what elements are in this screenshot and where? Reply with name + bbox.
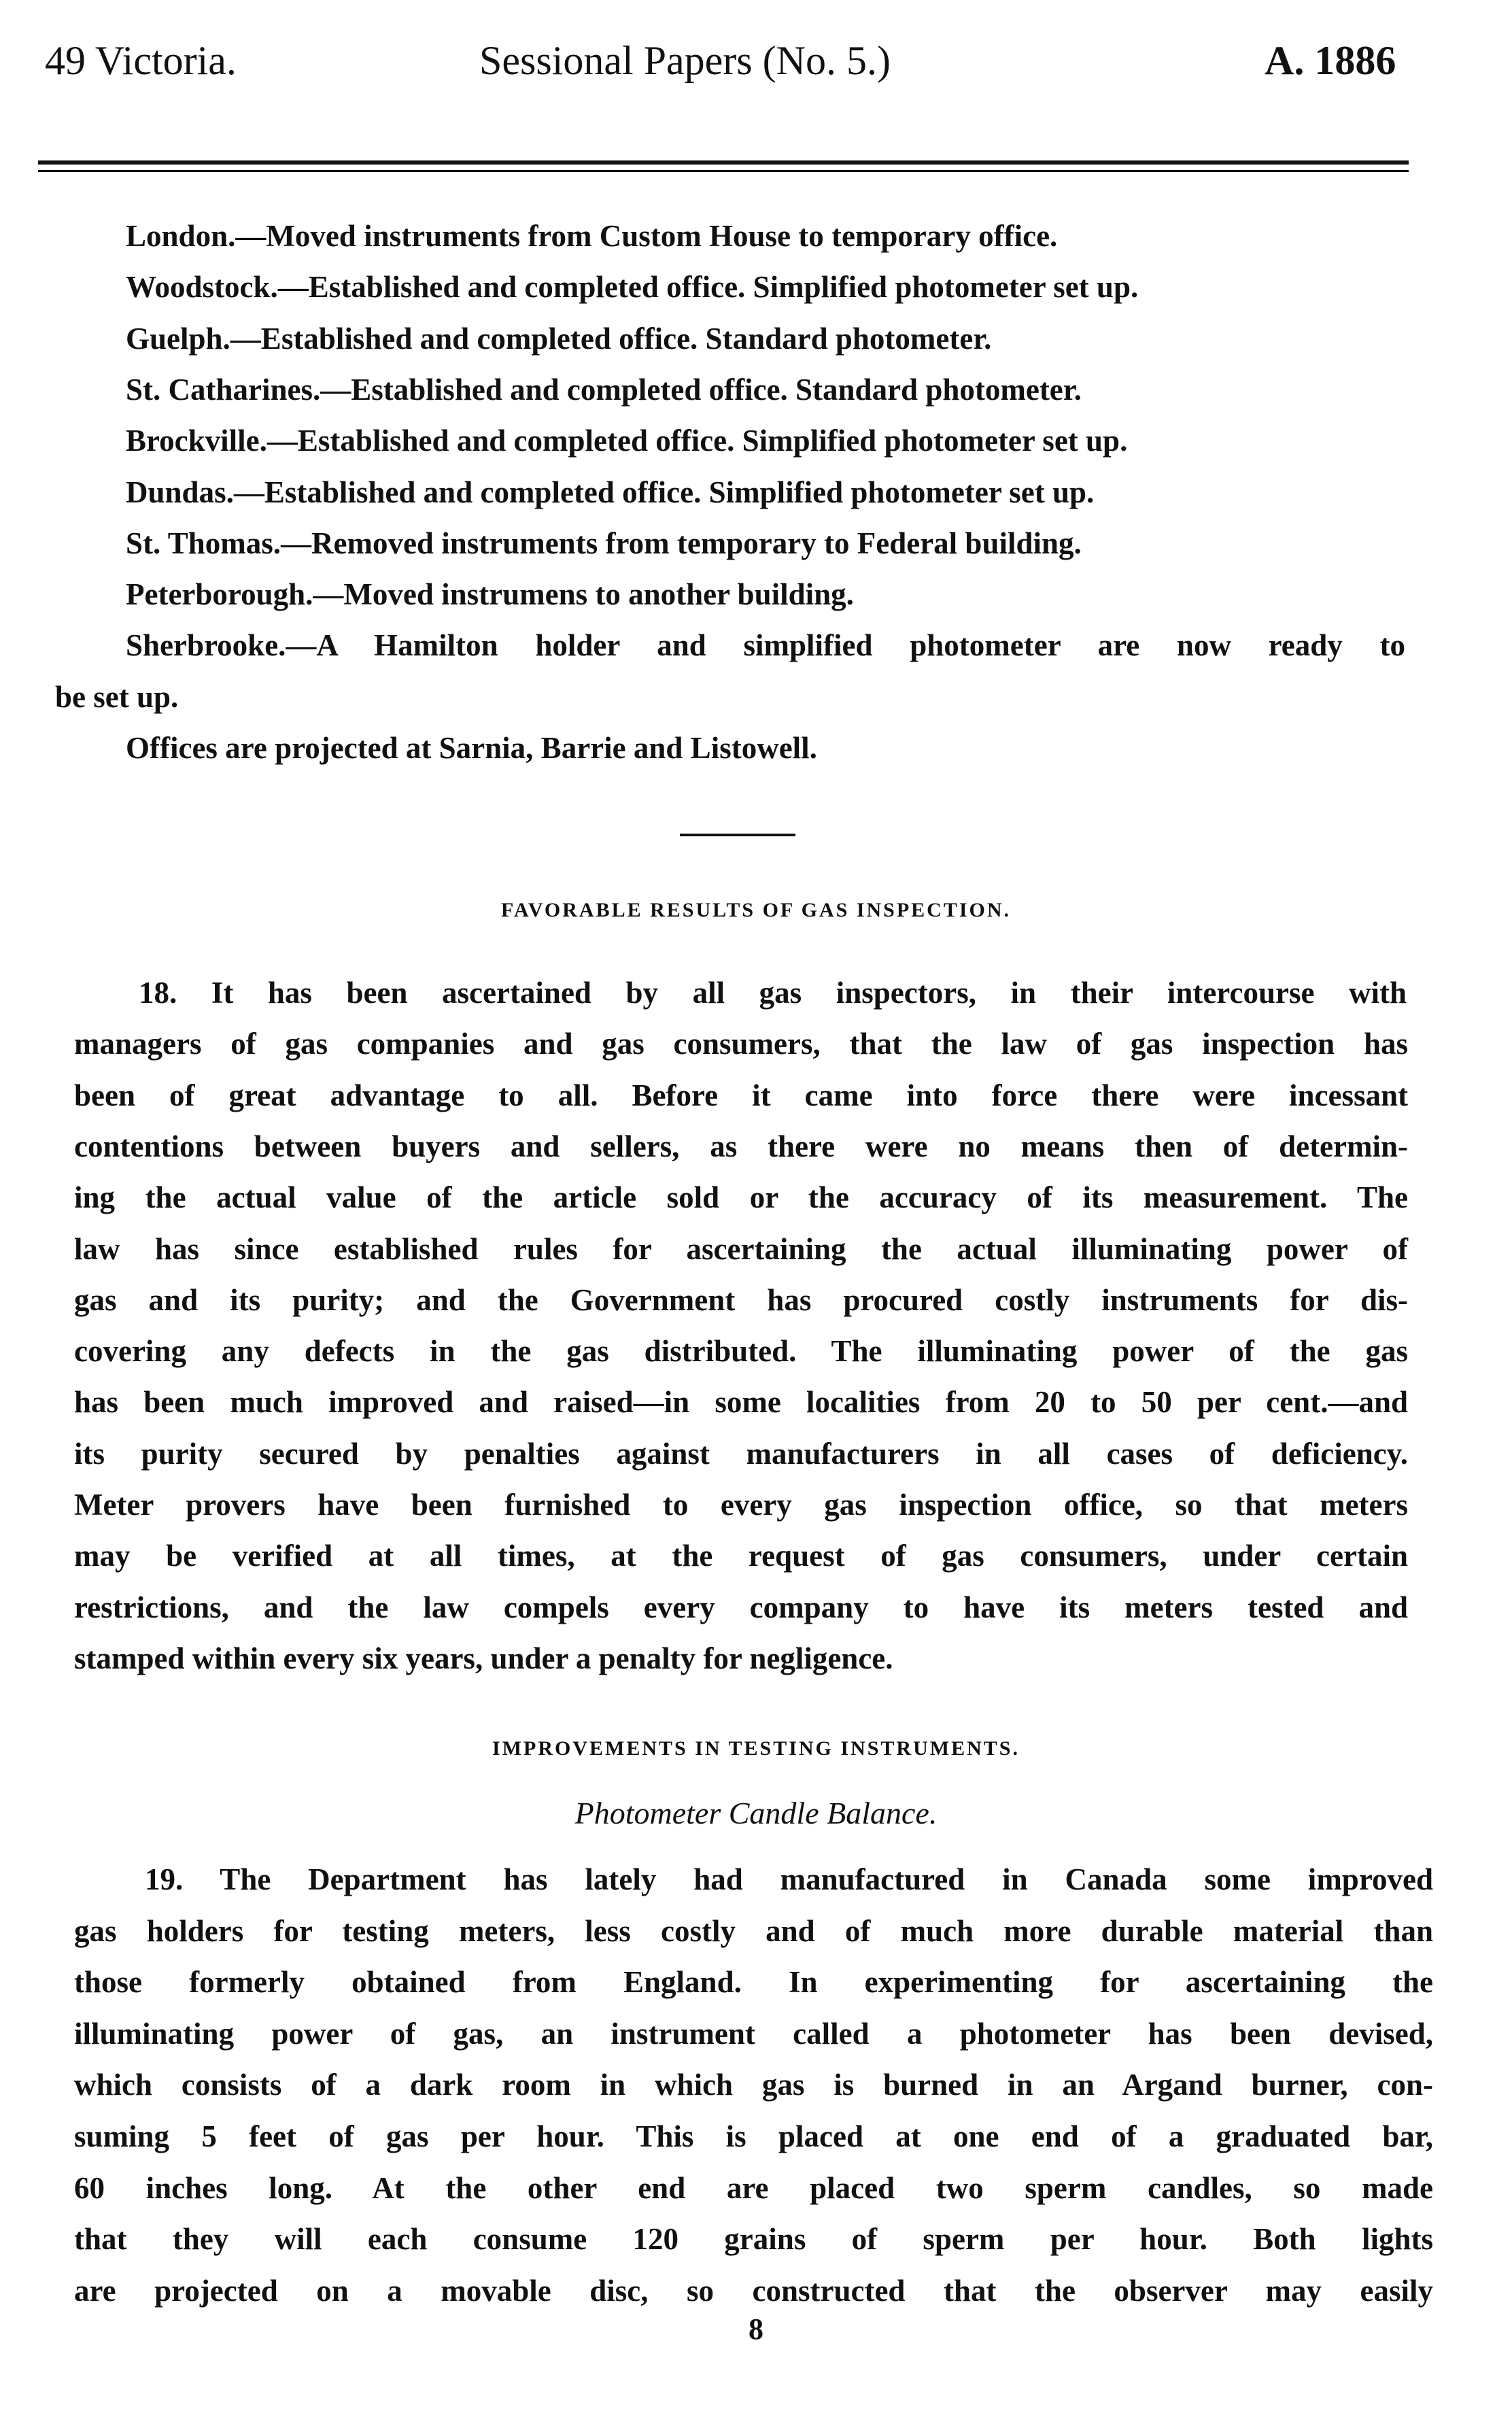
page-number: 8 — [749, 2312, 763, 2346]
text-line: be set up. — [55, 679, 179, 714]
text-line: covering any defects in the gas distributed. The illuminating power of the gas — [74, 1334, 1408, 1369]
text-line: restrictions, and the law compels every company to have its meters tested and — [74, 1590, 1408, 1624]
header-title: Sessional Papers (No. 5.) — [479, 38, 891, 83]
text-line: been of great advantage to all. Before it came into force there were incessant — [74, 1078, 1408, 1112]
header-volume: 49 Victoria. — [45, 38, 237, 83]
text-line: that they will each consume 120 grains of sperm per hour. Both lights — [74, 2222, 1433, 2257]
text-line: 60 inches long. At the other end are placed two sperm candles, so made — [74, 2170, 1433, 2205]
text-line: may be verified at all times, at the request of gas consumers, under certain — [74, 1539, 1408, 1573]
text-line: Guelph.—Established and completed office. Standard photometer. — [126, 321, 992, 356]
text-line: managers of gas companies and gas consumers, that the law of gas inspection has — [74, 1027, 1408, 1061]
text-line: Offices are projected at Sarnia, Barrie and Listowell. — [126, 731, 817, 765]
text-line: St. Thomas.—Removed instruments from temporary to Federal building. — [126, 526, 1082, 560]
section-heading-improvements: IMPROVEMENTS IN TESTING INSTRUMENTS. — [492, 1737, 1020, 1760]
text-line: which consists of a dark room in which gas is burned in an Argand burner, con- — [74, 2068, 1433, 2102]
section-divider — [680, 834, 795, 836]
text-line: 19. The Department has lately had manufactured in Canada some improved — [145, 1862, 1433, 1896]
text-line: gas holders for testing meters, less costly and of much more durable material than — [74, 1913, 1433, 1948]
text-line: Woodstock.—Established and completed office. Simplified photometer set up. — [126, 270, 1139, 305]
header-rule-thick — [38, 160, 1409, 165]
text-line: Brockville.—Established and completed office. Simplified photometer set up. — [126, 424, 1128, 458]
text-line: stamped within every six years, under a penalty for negligence. — [74, 1641, 893, 1675]
text-line: London.—Moved instruments from Custom House to temporary office. — [126, 219, 1058, 253]
text-line: law has since established rules for ascertaining the actual illuminating power of — [74, 1231, 1408, 1266]
text-line: those formerly obtained from England. In experimenting for ascertaining the — [74, 1965, 1433, 2000]
text-line: Dundas.—Established and completed office. Simplified photometer set up. — [126, 475, 1095, 509]
section-heading-favorable-results: FAVORABLE RESULTS OF GAS INSPECTION. — [500, 899, 1012, 921]
text-line: are projected on a movable disc, so constructed that the observer may easily — [74, 2273, 1433, 2308]
text-line: ing the actual value of the article sold or the accuracy of its measurement. The — [74, 1180, 1408, 1215]
header-year: A. 1886 — [1265, 38, 1396, 83]
text-line: St. Catharines.—Established and completed office. Standard photometer. — [126, 372, 1082, 407]
text-line: gas and its purity; and the Government has procured costly instruments for dis- — [74, 1282, 1408, 1317]
text-line: illuminating power of gas, an instrument called a photometer has been devised, — [74, 2016, 1433, 2051]
header-rule-thin — [38, 170, 1409, 172]
subheading-photometer-candle-balance: Photometer Candle Balance. — [574, 1796, 938, 1830]
text-line: Sherbrooke.—A Hamilton holder and simplified photometer are now ready to — [126, 628, 1405, 663]
text-line: suming 5 feet of gas per hour. This is placed at one end of a graduated bar, — [74, 2119, 1433, 2153]
text-line: its purity secured by penalties against manufacturers in all cases of deficiency. — [74, 1436, 1408, 1471]
text-line: 18. It has been ascertained by all gas inspectors, in their intercourse with — [139, 976, 1407, 1010]
text-line: contentions between buyers and sellers, as there were no means then of determin- — [74, 1129, 1408, 1163]
text-line: Meter provers have been furnished to every gas inspection office, so that meters — [74, 1488, 1408, 1522]
text-line: Peterborough.—Moved instrumens to another building. — [126, 577, 854, 612]
text-line: has been much improved and raised—in some localities from 20 to 50 per cent.—and — [74, 1385, 1408, 1420]
